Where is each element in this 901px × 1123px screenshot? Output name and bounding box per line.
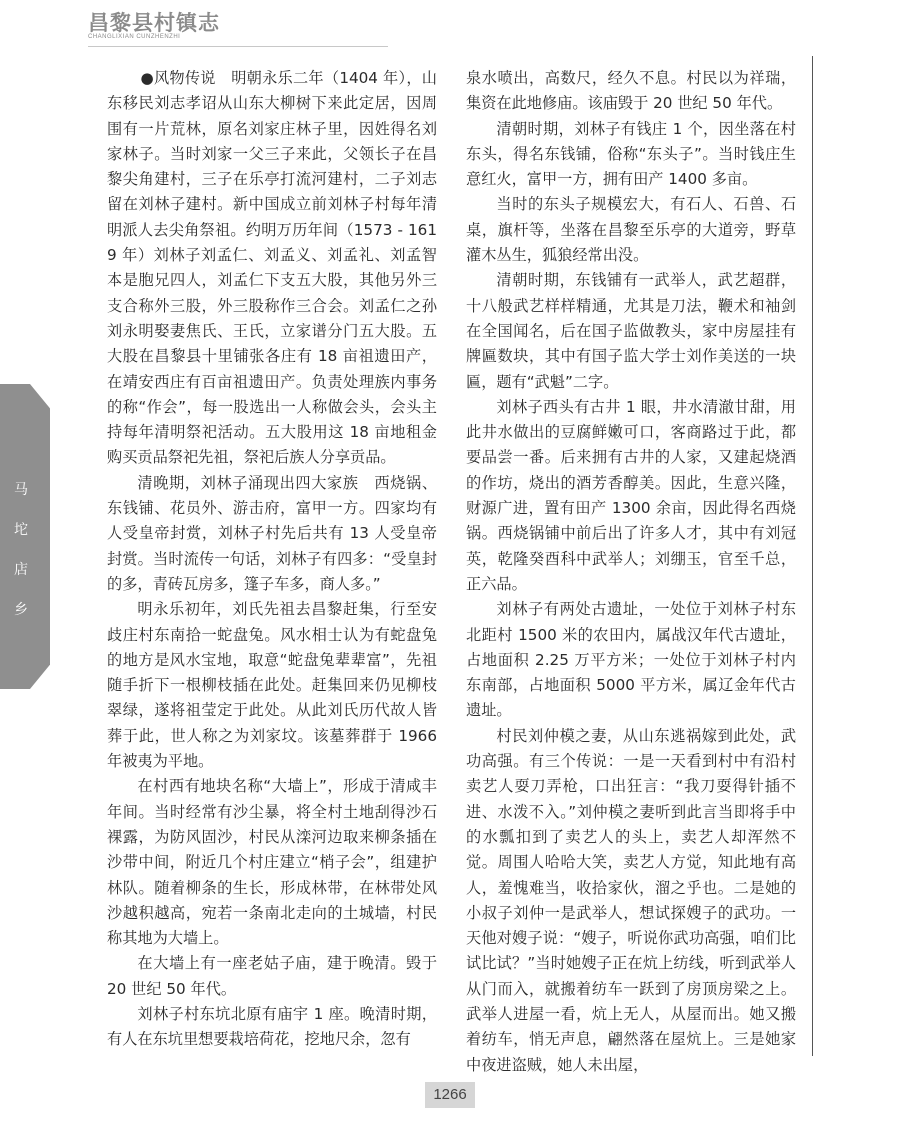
paragraph: 在村西有地块名称“大墙上”，形成于清咸丰年间。当时经常有沙尘暴，将全村土地刮得沙石裸露，为防风固沙，村民从滦河边取来柳条插在沙带中间，附近几个村庄建立“梢子会”，组建护林队。随着柳条的生长，形成林带，在林带处风沙越积越高，宛若一条南北走向的土城墙，村民称其地为大墙上。 [107,777,437,948]
paragraph: 村民刘仲模之妻，从山东逃祸嫁到此处，武功高强。有三个传说：一是一天看到村中有沿村卖艺人耍刀弄枪，口出狂言：“我刀耍得针插不进、水泼不入。”刘仲模之妻听到此言当即将手中的水瓢扣到了卖艺人的头上，卖艺人却浑然不觉。周围人哈哈大笑，卖艺人方觉，知此地有高人，羞愧难当，收拾家伙，溜之乎也。二是她的小叔子刘仲一是武举人，想试探嫂子的武功。一天他对嫂子说：“嫂子，听说你武功高强，咱们比试比试？”当时她嫂子正在炕上纺线，听到武举人从门而入，就搬着纺车一跃到了房顶房梁之上。武举人进屋一看，炕上无人，从屋而出。她又搬着纺车，悄无声息，翩然落在屋炕上。三是她家中夜进盗贼，她人未出屋， [466,726,796,1074]
paragraph: ●风物传说 明朝永乐二年（1404 年），山东移民刘志孝诏从山东大柳树下来此定居，因周围有一片荒林，原名刘家庄林子里，因姓得名刘家林子。当时刘家一父三子来此，父领长子在昌黎尖角建村，三子在乐亭打流河建村，二子刘志留在刘林子建村。新中国成立前刘林子村每年清明派人去尖角祭祖。约明万历年间（1573 - 1619 年）刘林子刘孟仁、刘孟义、刘孟礼、刘孟智本是胞兄四人，刘孟仁下支五大股，其他另外三支合称外三股，外三股称作三合会。刘孟仁之孙刘永明娶妻焦氏、王氏，立家谱分门五大股。五大股在昌黎县十里铺张各庄有 18 亩祖遗田产，在靖安西庄有百亩祖遗田产。负责处理族内事务的称“作会”，每一股选出一人称做会头，会头主持每年清明祭祀活动。五大股用这 18 亩地租金购买贡品祭祀先祖，祭祀后族人分享贡品。 [107,69,437,467]
paragraph: 刘林子村东坑北原有庙宇 1 座。晚清时期，有人在东坑里想要栽培荷花，挖地尺余，忽有 [107,1004,437,1049]
book-title: 昌黎县村镇志 [88,10,220,35]
paragraph: 刘林子西头有古井 1 眼，井水清澈甘甜，用此井水做出的豆腐鲜嫩可口，客商路过于此，都要品尝一番。后来拥有古井的人家，又建起烧酒的作坊，烧出的酒芳香醇美。因此，生意兴隆，财源广进，置有田产 1300 余亩，因此得名西烧锅。西烧锅铺中前后出了许多人才，其中有刘冠英，乾隆癸酉科中武举人；刘绷玉，官至千总，正六品。 [466,397,796,593]
side-tab-char: 马 [14,482,28,498]
left-text-column [107,66,437,1053]
paragraph: 清晚期，刘林子涌现出四大家族 西烧锅、东钱铺、花员外、游击府，富甲一方。四家均有人受皇帝封赏，刘林子村先后共有 13 人受皇帝封赏。当时流传一句话，刘林子有四多：“受皇封的多，青砖瓦房多，篷子车多，商人多。” [107,473,437,593]
paragraph: 当时的东头子规模宏大，有石人、石兽、石桌，旗杆等，坐落在昌黎至乐亭的大道旁，野草灌木丛生，狐狼经常出没。 [466,195,796,265]
paragraph: 在大墙上有一座老姑子庙，建于晚清。毁于 20 世纪 50 年代。 [107,954,437,998]
right-text-column [466,66,796,1078]
side-tab-char: 店 [14,562,28,578]
header-rule [88,46,388,47]
paragraph: 清朝时期，东钱铺有一武举人，武艺超群，十八般武艺样样精通，尤其是刀法，鞭术和袖剑在全国闻名，后在国子监做教头，家中房屋挂有牌匾数块，其中有国子监大学士刘作美送的一块匾，题有“武魁”二字。 [466,271,796,391]
paragraph: 泉水喷出，高数尺，经久不息。村民以为祥瑞，集资在此地修庙。该庙毁于 20 世纪 50 年代。 [466,69,796,113]
chapter-side-label [0,470,42,630]
paragraph: 明永乐初年，刘氏先祖去昌黎赶集，行至安歧庄村东南拾一蛇盘兔。风水相士认为有蛇盘兔的地方是风水宝地，取意“蛇盘兔辈辈富”，先祖随手折下一根柳枝插在此处。赶集回来仍见柳枝翠绿，遂将祖莹定于此处。从此刘氏历代故人皆葬于此，世人称之为刘家坟。该墓葬群于 1966 年被夷为平地。 [107,600,437,771]
book-subtitle: CHANGLIXIAN CUNZHENZHI [88,34,181,40]
side-tab-char: 乡 [14,602,28,618]
side-tab-char: 坨 [14,522,28,538]
paragraph: 清朝时期，刘林子有钱庄 1 个，因坐落在村东头，得名东钱铺，俗称“东头子”。当时钱庄生意红火，富甲一方，拥有田产 1400 多亩。 [466,119,796,189]
column-divider [812,56,813,1056]
paragraph: 刘林子有两处古遗址，一处位于刘林子村东北距村 1500 米的农田内，属战汉年代古遗址，占地面积 2.25 万平方米；一处位于刘林子村内东南部，占地面积 5000 平方米，属辽金年代古遗址。 [466,600,796,720]
page-number: 1266 [425,1082,475,1108]
book-header [88,10,220,40]
